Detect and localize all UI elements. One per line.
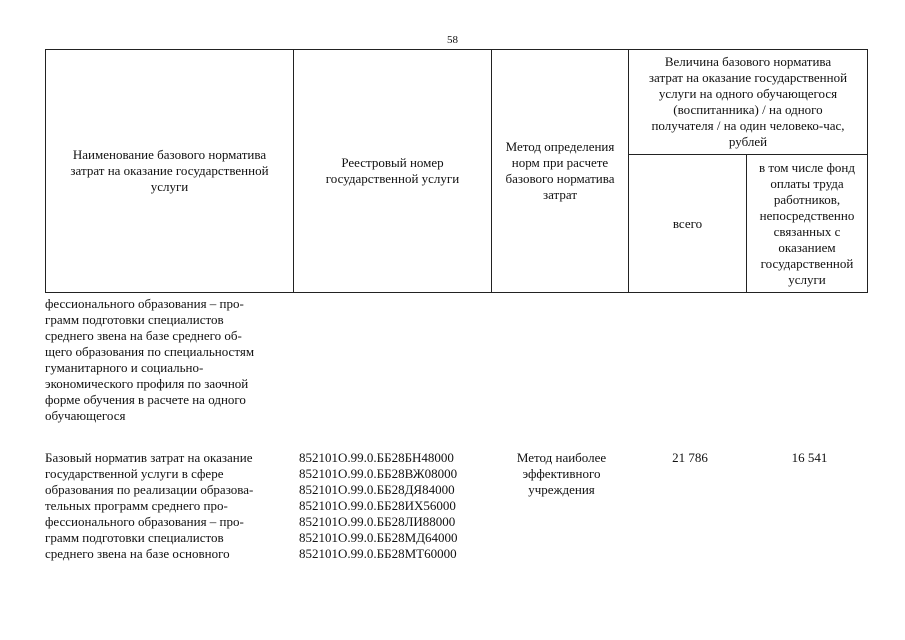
header-method-text: Метод определения норм при расчете базового норматива затрат xyxy=(505,139,615,202)
row-2-payroll: 16 541 xyxy=(791,450,828,465)
table-header xyxy=(45,49,868,293)
page-number: 58 xyxy=(447,34,458,46)
row-1-name: фессионального образования – про- грамм подготовки специалистов среднего звена на базе среднего об- щего образования по специальностям гуманитарного и социально- экономического профиля по заочной форме обучения в расчете на одного обучающегося xyxy=(45,296,255,423)
header-name-cell xyxy=(46,50,294,293)
row-2-name: Базовый норматив затрат на оказание государственной услуги в сфере образования по реализации образова- тельных программ среднего про- фессионального образования – про- грамм подготовки специалистов среднего звена на базе основного xyxy=(45,450,254,561)
row-2-method: Метод наиболее эффективного учреждения xyxy=(516,450,607,497)
header-registry-cell xyxy=(294,50,492,293)
header-payroll-cell xyxy=(747,155,868,293)
header-total-text: всего xyxy=(672,215,703,231)
header-payroll-text: в том числе фонд оплаты труда работников, непосредственно связанных с оказанием государственной услуги xyxy=(759,159,855,287)
header-method-cell xyxy=(492,50,629,293)
header-total-cell xyxy=(629,155,747,293)
row-2-codes: 852101О.99.0.ББ28БН48000 852101О.99.0.ББ28ВЖ08000 852101О.99.0.ББ28ДЯ84000 852101О.99.0.ББ28ИХ56000 852101О.99.0.ББ28ЛИ88000 852101О.99.0.ББ28МД64000 852101О.99.0.ББ28МТ60000 xyxy=(299,450,458,561)
row-2-total: 21 786 xyxy=(672,450,708,465)
header-value-cell xyxy=(629,50,868,155)
header-registry-text: Реестровый номер государственной услуги xyxy=(325,155,460,186)
header-value-text: Величина базового норматива затрат на оказание государственной услуги на одного обучающегося (воспитанника) / на одного получателя / на один человеко-час, рублей xyxy=(648,54,848,149)
header-name-text: Наименование базового норматива затрат на оказание государственной услуги xyxy=(70,147,269,194)
